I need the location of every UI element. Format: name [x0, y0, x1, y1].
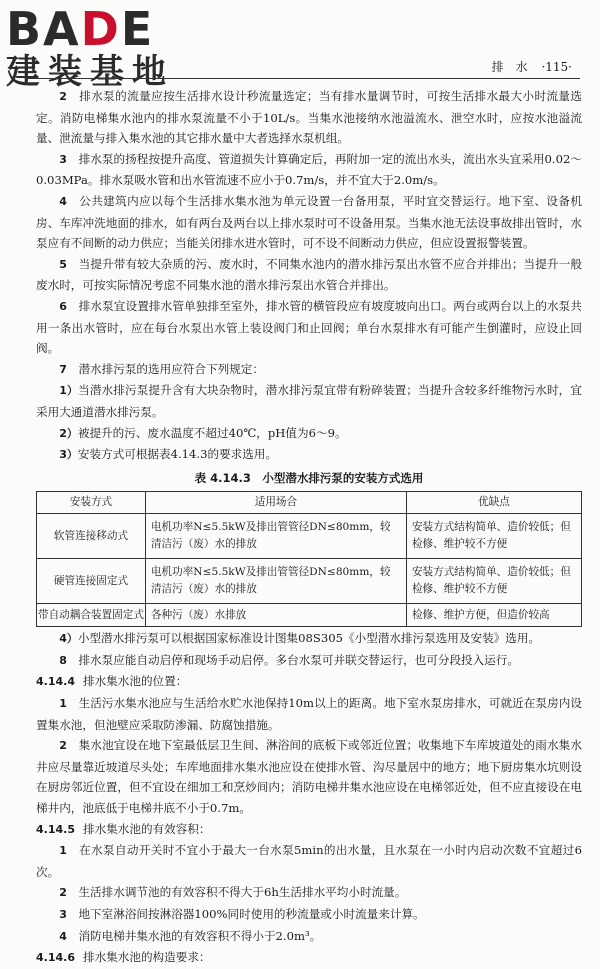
subitem-2 [36, 423, 582, 445]
table-cell: 安装方式结构简单、造价较低；但检修、维护较不方便 [406, 559, 581, 604]
paragraph-text: 排水泵应能自动启停和现场手动启停。多台水泵可并联交替运行，也可分段投入运行。 [78, 652, 520, 667]
item-number: 4） [59, 632, 78, 646]
paragraph-text: 当潜水排污泵提升含有大块杂物时，潜水排污泵宜带有粉碎装置；当提升含较多纤维物污水时，宜采用大通道潜水排污泵。 [36, 383, 582, 419]
table-row [37, 604, 582, 627]
paragraph-text: 消防电梯井集水池的有效容积不得小于2.0m³。 [78, 928, 322, 943]
paragraph-3 [36, 149, 582, 191]
item-number: 3 [59, 152, 67, 166]
paragraph-text: 排水泵宜设置排水管单独排至室外，排水管的横管段应有坡度坡向出口。两台或两台以上的水泵共用一条出水管时，应在每台水泵出水管上装设阀门和止回阀；单台水泵排水有可能产生倒灌时，应设止回阀。 [36, 298, 582, 356]
paragraph-text: 排水泵的流量应按生活排水设计秒流量选定；当有排水量调节时，可按生活排水最大小时流量选定。消防电梯集水池内的排水泵流量不小于10L/s。当集水池接纳水池溢流水、泄空水时，应按水池溢流量、泄流量与排入集水池的其它排水量中大者选择水泵机组。 [36, 89, 582, 146]
header-rule [26, 78, 580, 79]
logo-text-1: BA [6, 2, 81, 56]
running-header [482, 58, 572, 75]
table-cell: 安装方式结构简单、造价较低；但检修、维护较不方便 [406, 514, 581, 559]
item-number: 1 [59, 697, 67, 711]
table-header: 优缺点 [406, 492, 581, 514]
subitem-3 [36, 444, 582, 466]
table-cell: 带自动耦合装置固定式 [37, 604, 146, 627]
logo-text-3: E [120, 2, 155, 56]
paragraph-4-14-5-3 [36, 904, 582, 926]
paragraph-2 [36, 86, 582, 149]
paragraph-4-14-5-4 [36, 926, 582, 948]
logo-text-2: D [80, 2, 121, 56]
table-cell: 电机功率N≤5.5kW及排出管管径DN≤80mm，较清洁污（废）水的排放 [145, 559, 406, 604]
page-number: ·115· [541, 60, 572, 74]
table-row [37, 514, 582, 559]
paragraph-text: 公共建筑内应以每个生活排水集水池为单元设置一台备用泵，平时宜交替运行。地下室、设备机房、车库冲洗地面的排水，如有两台及两台以上排水泵时可不设备用泵。当集水池无法设事故排出管时，水泵应有不间断的动力供应；当能关闭排水进水管时，可不设不间断动力供应，但应设置报警装置。 [36, 193, 582, 251]
table-header-row [37, 492, 582, 514]
logo [6, 2, 176, 92]
section-number: 4.14.4 [36, 675, 75, 689]
document-body [36, 86, 582, 969]
paragraph-text: 集水池宜设在地下室最低层卫生间、淋浴间的底板下或邻近位置；收集地下车库坡道处的雨水集水井应尽量靠近坡道尽头处；车库地面排水集水池应设在使排水管、沟尽量居中的地方；地下厨房集水坑则设在厨房邻近位置，但不宜设在细加工和烹炒间内；消防电梯井集水池应设在电梯邻近处，但不应直接设在电梯井内，池底低于电梯井底不小于0.7m。 [36, 738, 582, 816]
table-header: 安装方式 [37, 492, 146, 514]
paragraph-text: 潜水排污泵的选用应符合下列规定： [78, 361, 264, 376]
section-title: 排水集水池的有效容积： [82, 821, 211, 836]
section-title: 排水集水池的位置： [82, 674, 188, 689]
paragraph-text: 生活污水集水池应与生活给水贮水池保持10m以上的距离。地下室水泵房排水，可就近在泵房内设置集水池，但池壁应采取防渗漏、防腐蚀措施。 [36, 696, 582, 732]
item-number: 4 [59, 929, 67, 943]
item-number: 2 [59, 90, 67, 103]
table-cell: 检修、维护方便，但造价较高 [406, 604, 581, 627]
paragraph-4-14-4-2 [36, 735, 582, 818]
item-number: 1 [59, 844, 67, 858]
item-number: 2） [59, 426, 78, 440]
item-number: 3 [59, 908, 67, 921]
logo-wordmark [6, 2, 176, 56]
paragraph-4 [36, 191, 582, 254]
section-4-14-5 [36, 819, 582, 841]
table-header: 适用场合 [145, 492, 406, 514]
paragraph-8 [36, 650, 582, 672]
paragraph-text: 生活排水调节池的有效容积不得大于6h生活排水平均小时流量。 [78, 885, 407, 900]
paragraph-4-14-5-1 [36, 840, 582, 882]
table-cell: 硬管连接固定式 [37, 559, 146, 604]
paragraph-text: 小型潜水排污泵可以根据国家标准设计图集08S305《小型潜水排污泵选用及安装》选用。 [77, 631, 541, 646]
table-cell: 各种污（废）水排放 [145, 604, 406, 627]
paragraph-text: 地下室淋浴间按淋浴器100%同时使用的秒流量或小时流量来计算。 [78, 907, 425, 921]
table-cell: 电机功率N≤5.5kW及排出管管径DN≤80mm，较清洁污（废）水的排放 [145, 514, 406, 559]
logo-subtitle: 建装基地 [6, 52, 174, 92]
section-4-14-6 [36, 947, 582, 969]
table-caption: 表 4.14.3 小型潜水排污泵的安装方式选用 [194, 470, 424, 485]
section-title: 排水集水池的构造要求： [82, 950, 211, 965]
item-number: 7 [59, 362, 67, 376]
item-number: 8 [59, 653, 67, 667]
section-number: 4.14.5 [36, 822, 75, 836]
table-cell: 软管连接移动式 [37, 514, 146, 559]
paragraph-7 [36, 359, 582, 381]
item-number: 2 [59, 739, 67, 753]
paragraph-5 [36, 254, 582, 296]
item-number: 5 [59, 257, 67, 271]
install-method-table [36, 491, 582, 627]
item-number: 4 [59, 194, 67, 208]
paragraph-6 [36, 296, 582, 359]
paragraph-text: 在水泵自动开关时不宜小于最大一台水泵5min的出水量，且水泵在一小时内启动次数不宜超过6次。 [36, 843, 582, 879]
section-4-14-4 [36, 671, 582, 693]
paragraph-4-14-5-2 [36, 882, 582, 904]
paragraph-text: 排水泵的扬程按提升高度、管道损失计算确定后，再附加一定的流出水头，流出水头宜采用0.02～0.03MPa。排水泵吸水管和出水管流速不应小于0.7m/s，并不宜大于2.0m/s。 [36, 151, 582, 188]
item-number: 2 [59, 886, 67, 900]
subitem-4 [36, 628, 582, 650]
paragraph-text: 当提升带有较大杂质的污、废水时，不同集水池内的潜水排污泵出水管不应合并排出；当提升一般废水时，可按实际情况考虑不同集水池的潜水排污泵出水管合并排出。 [36, 256, 582, 293]
paragraph-4-14-4-1 [36, 693, 582, 735]
table-row [37, 559, 582, 604]
section-number: 4.14.6 [36, 951, 75, 965]
header-section: 排 水 [491, 60, 528, 74]
subitem-1 [36, 380, 582, 422]
item-number: 3） [59, 448, 78, 462]
item-number: 6 [59, 299, 67, 313]
paragraph-text: 安装方式可根据表4.14.3的要求选用。 [77, 447, 278, 462]
paragraph-text: 被提升的污、废水温度不超过40℃，pH值为6～9。 [77, 425, 347, 440]
item-number: 1） [59, 384, 79, 398]
